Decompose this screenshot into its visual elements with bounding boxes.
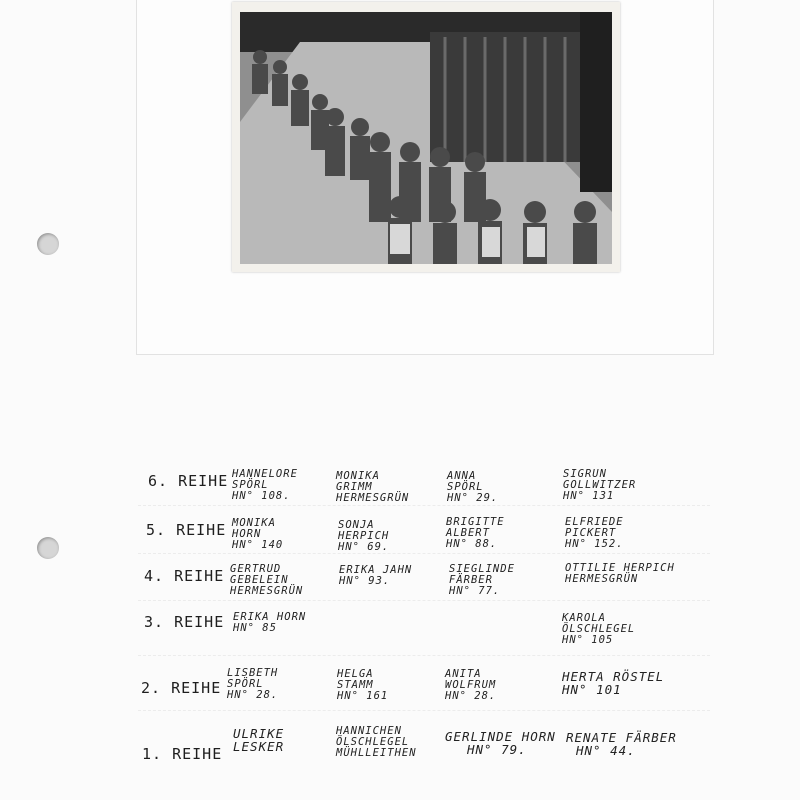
- entry-line: ÖLSCHLEGEL: [336, 736, 410, 748]
- entry-line: HN° 28.: [445, 690, 497, 702]
- entry-line: HN° 44.: [576, 743, 636, 758]
- entry-line: HN° 28.: [227, 689, 279, 701]
- entry-row5-col1: [232, 518, 283, 551]
- entry-line: SPÖRL: [447, 481, 484, 493]
- entry-line: HANNELORE: [232, 468, 298, 480]
- entry-row3-col4: [562, 613, 635, 646]
- entry-row6-col4: [563, 469, 636, 502]
- entry-row5-col2: [338, 520, 389, 553]
- entry-row1-col4: [566, 731, 677, 757]
- entry-line: HN° 101: [562, 682, 622, 697]
- row-label-2: 2. REIHE: [141, 679, 222, 697]
- entry-line: ERIKA HORN: [233, 611, 307, 623]
- entry-row6-col2: [336, 471, 409, 504]
- entry-line: HELGA: [337, 668, 374, 680]
- row-label-5: 5. REIHE: [146, 521, 227, 539]
- entry-line: GERLINDE HORN: [445, 729, 556, 744]
- entry-line: GEBELEIN: [230, 574, 289, 586]
- entry-row2-col2: [337, 669, 388, 702]
- entry-row4-col1: [230, 564, 303, 597]
- entry-line: HORN: [232, 528, 262, 540]
- entry-line: ANITA: [445, 668, 482, 680]
- entry-row5-col4: [565, 517, 624, 550]
- entry-line: BRIGITTE: [446, 516, 505, 528]
- entry-line: HN° 108.: [232, 490, 291, 502]
- entry-line: HERPICH: [338, 530, 390, 542]
- entry-line: SONJA: [338, 519, 375, 531]
- entry-line: MONIKA: [336, 470, 380, 482]
- entry-line: SPÖRL: [227, 678, 264, 690]
- entry-line: SPÖRL: [232, 479, 269, 491]
- entry-row5-col3: [446, 517, 505, 550]
- entry-line: LISBETH: [227, 667, 279, 679]
- entry-row6-col1: [232, 469, 298, 502]
- entry-row2-col4: [562, 670, 664, 696]
- entry-line: MONIKA: [232, 517, 276, 529]
- entry-line: HN° 85: [233, 622, 277, 634]
- entry-line: MÜHLLEITHEN: [336, 747, 417, 759]
- entry-line: HN° 93.: [339, 575, 391, 587]
- entry-line: ÖLSCHLEGEL: [562, 623, 636, 635]
- entry-line: HN° 105: [562, 634, 614, 646]
- entry-line: HN° 161: [337, 690, 389, 702]
- entry-line: STAMM: [337, 679, 374, 691]
- entry-line: HERMESGRÜN: [565, 573, 639, 585]
- entry-line: HN° 152.: [565, 538, 624, 550]
- class-photo-image: [240, 12, 612, 264]
- entry-line: HERMESGRÜN: [230, 585, 304, 597]
- entry-line: ANNA: [447, 470, 477, 482]
- entry-line: ERIKA JAHN: [339, 564, 413, 576]
- entry-row2-col3: [445, 669, 496, 702]
- class-photo: [232, 2, 620, 272]
- entry-row4-col4: [565, 563, 675, 585]
- entry-line: HERMESGRÜN: [336, 492, 410, 504]
- entry-row3-col1: [233, 612, 306, 634]
- entry-line: ULRIKE: [233, 726, 285, 741]
- entry-line: HN° 131: [563, 490, 615, 502]
- entry-row4-col2: [339, 565, 412, 587]
- entry-row1-col3: [445, 730, 556, 756]
- entry-line: HN° 29.: [447, 492, 499, 504]
- entry-line: HN° 140: [232, 539, 284, 551]
- row-label-4: 4. REIHE: [144, 567, 225, 585]
- entry-line: HN° 79.: [467, 742, 527, 757]
- entry-line: HANNICHEN: [336, 725, 402, 737]
- entry-row4-col3: [449, 564, 515, 597]
- entry-line: ALBERT: [446, 527, 490, 539]
- entry-line: RENATE FÄRBER: [566, 730, 677, 745]
- entry-line: HERTA RÖSTEL: [562, 669, 665, 684]
- entry-line: PICKERT: [565, 527, 617, 539]
- entry-line: KAROLA: [562, 612, 606, 624]
- row-label-6: 6. REIHE: [148, 472, 229, 490]
- entry-row2-col1: [227, 668, 278, 701]
- row-label-3: 3. REIHE: [144, 613, 225, 631]
- entry-line: HN° 88.: [446, 538, 498, 550]
- entry-line: WOLFRUM: [445, 679, 497, 691]
- punch-hole-top: [37, 233, 59, 255]
- entry-line: HN° 69.: [338, 541, 390, 553]
- entry-line: FÄRBER: [449, 574, 493, 586]
- entry-line: GOLLWITZER: [563, 479, 637, 491]
- entry-line: LESKER: [233, 739, 285, 754]
- entry-line: GERTRUD: [230, 563, 282, 575]
- entry-line: OTTILIE HERPICH: [565, 562, 675, 574]
- entry-line: SIGRUN: [563, 468, 607, 480]
- entry-row1-col2: [336, 726, 417, 759]
- punch-hole-bottom: [37, 537, 59, 559]
- entry-line: GRIMM: [336, 481, 373, 493]
- entry-line: HN° 77.: [449, 585, 501, 597]
- entry-row6-col3: [447, 471, 498, 504]
- entry-row1-col1: [233, 727, 284, 753]
- entry-line: SIEGLINDE: [449, 563, 515, 575]
- row-label-1: 1. REIHE: [142, 745, 223, 763]
- entry-line: ELFRIEDE: [565, 516, 624, 528]
